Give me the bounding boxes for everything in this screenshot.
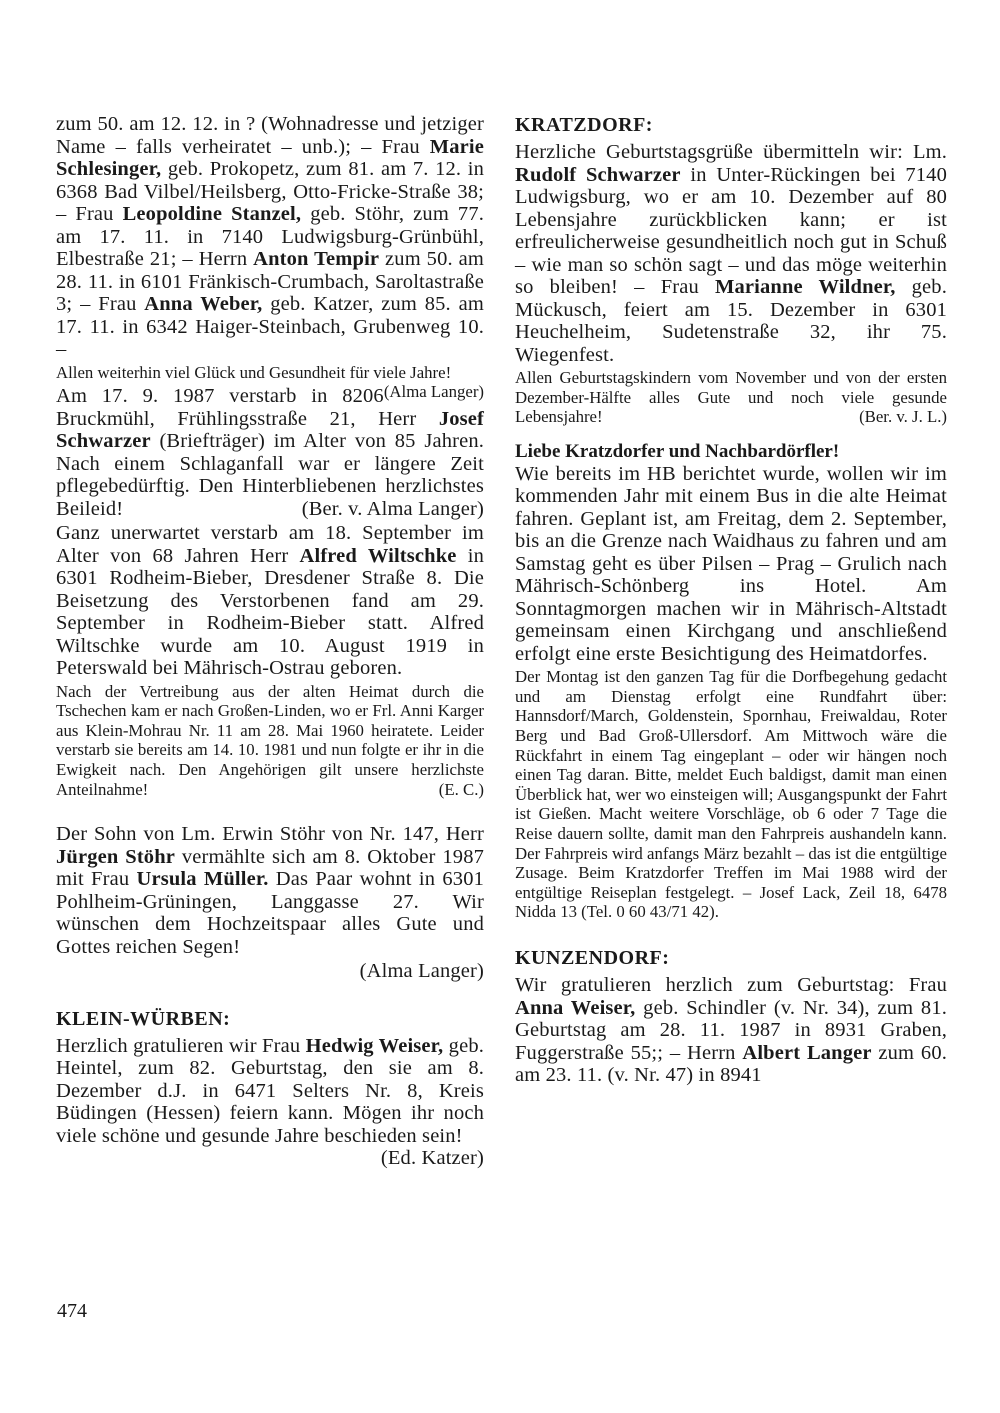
- text-segment: in 6301 Rodheim-Bieber, Dresdener Straße 8. Die Beisetzung des Verstorbenen fand am 29. September in Rodheim-Bieber statt. Alfred Wiltschke wurde am 10. August 1919 in Peterswald bei Mährisch-Ostrau geboren.: [56, 544, 484, 680]
- article-paragraph: [56, 823, 484, 958]
- person-name: Hedwig Weiser,: [305, 1034, 444, 1057]
- text-segment: Wir gratulieren herzlich zum Geburtstag: Frau: [515, 974, 947, 996]
- page-number: 474: [57, 1300, 87, 1322]
- article-paragraph: [56, 522, 484, 680]
- article-paragraph: [515, 974, 947, 1087]
- author-signature: (Ed. Katzer): [380, 1147, 484, 1170]
- text-segment: Der Montag ist den ganzen Tag für die Dorfbegehung gedacht und am Dienstag erfolgt eine Rundfahrt über: Hannsdorf/March, Goldenstein, Spornhau, Freiwaldau, Roter Berg und Bad Groß-Ullersdorf. Am Mittwoch wäre die Rückfahrt in einem Tag eingeplant – oder wir hängen noch einen Tag daran. Bitte, meldet Euch baldigst, damit man einen Überblick hat, wer wo einsteigen will; Ausgangspunkt der Fahrt ist Gießen. Macht weitere Vorschläge, ob 6 oder 7 Tage die Reise dauern sollte, damit man den Fahrpreis aushandeln kann. Der Fahrpreis wird anfangs März bezahlt – das ist die entgültige Zusage. Beim Kratzdorfer Treffen im Mai 1988 wird der entgültige Reiseplan festgelegt. – Josef Lack, Zeil 18, 6478 Nidda 13 (Tel. 0 60 43/71 42).: [515, 667, 947, 922]
- article-paragraph: [515, 141, 947, 366]
- person-name: Marie Schlesinger,: [56, 135, 484, 180]
- article-paragraph: [56, 362, 484, 402]
- text-segment: zum 50. am 12. 12. in ? (Wohnadresse und jetziger Name – falls verheiratet – unb.); – Frau: [56, 113, 484, 158]
- article-paragraph: [56, 1034, 484, 1170]
- article-paragraph: [56, 385, 484, 520]
- text-segment: Allen weiterhin viel Glück und Gesundheit für viele Jahre!: [56, 362, 452, 382]
- text-segment: geb. Mückusch, feiert am 15. Dezember in 6301 Heuchelheim, Sudetenstraße 32, ihr 75. Wiegenfest.: [515, 276, 947, 366]
- text-segment: KRATZDORF:: [515, 114, 653, 136]
- text-segment: KUNZENDORF:: [515, 947, 670, 969]
- person-name: Rudolf Schwarzer: [515, 163, 681, 186]
- text-segment: (Briefträger) im Alter von 85 Jahren. Nach einem Schlaganfall war er längere Zeit pflegebedürftig. Den Hinterbliebenen herzlichstes Beileid!: [56, 430, 484, 520]
- text-segment: zum 60. am 23. 11. (v. Nr. 47) in 8941: [515, 1041, 948, 1086]
- text-segment: Wie bereits im HB berichtet wurde, wollen wir im kommenden Jahr mit einem Bus in die alte Heimat fahren. Geplant ist, am Freitag, dem 2. September, bis an die Grenze nach Waidhaus zu fahren und am Samstag geht es über Pilsen – Prag – Grulich nach Mährisch-Schönberg ins Hotel. Am Sonntagmorgen machen wir in Mährisch-Altstadt gemeinsam einen Kirchgang und anschließend erfolgt eine erste Besichtigung des Heimatdorfes.: [515, 462, 947, 665]
- person-name: Josef Schwarzer: [56, 407, 484, 453]
- person-name: Alfred Wiltschke: [299, 544, 457, 567]
- person-name: Jürgen Stöhr: [56, 845, 175, 868]
- person-name: Ursula Müller.: [136, 868, 269, 891]
- text-segment: zum 50. am 28. 11. in 6101 Fränkisch-Crumbach, Saroltastraße 3; – Frau: [56, 248, 484, 315]
- text-segment: geb. Stöhr, zum 77. am 17. 11. in 7140 Ludwigsburg-Grünbühl, Elbestraße 21; – Herrn: [56, 203, 484, 270]
- subheading: [515, 441, 947, 463]
- author-signature: (Alma Langer): [359, 960, 484, 983]
- person-name: Anton Tempir: [253, 248, 380, 270]
- section-heading: [515, 113, 947, 137]
- text-segment: in Unter-Rückingen bei 7140 Ludwigsburg, wo er am 10. Dezember auf 80 Lebensjahre zurückblicken kann; er ist erfreulicherweise gesundheitlich noch gut in Schuß – wie man so schön sagt – und das möge weiterhin so bleiben! – Frau: [515, 163, 947, 298]
- text-segment: Der Sohn von Lm. Erwin Stöhr von Nr. 147, Herr: [56, 823, 484, 846]
- article-paragraph: [515, 667, 947, 922]
- article-paragraph: [515, 463, 947, 666]
- text-segment: geb. Heintel, zum 82. Geburtstag, den sie am 8. Dezember d.J. in 6471 Selters Nr. 8, Kreis Büdingen (Hessen) feiern kann. Mögen ihr noch viele schöne und gesunde Jahre beschieden sein!: [56, 1034, 484, 1147]
- article-paragraph: [515, 368, 947, 427]
- text-segment: Das Paar wohnt in 6301 Pohlheim-Grüningen, Langgasse 27. Wir wünschen dem Hochzeitspaar alles Gute und Gottes reichen Segen!: [56, 868, 485, 958]
- text-segment: Ganz unerwartet verstarb am 18. September im Alter von 68 Jahren Herr: [56, 522, 484, 567]
- text-segment: vermählte sich am 8. Oktober 1987 mit Frau: [56, 845, 484, 891]
- person-name: Albert Langer: [742, 1041, 872, 1064]
- person-name: Anna Weber,: [144, 293, 263, 315]
- article-paragraph: [56, 113, 484, 361]
- text-segment: geb. Katzer, zum 85. am 17. 11. in 6342 Haiger-Steinbach, Grubenweg 10. –: [56, 293, 484, 360]
- text-segment: Nach der Vertreibung aus der alten Heimat durch die Tschechen kam er nach Großen-Linden, wo er Frl. Anni Karger aus Klein-Mohrau Nr. 11 am 28. Mai 1960 heiratete. Leider verstarb sie bereits am 14. 10. 1981 und nun folgte er ihr in die Ewigkeit nach. Den Angehörigen gilt unsere herzlichste Anteilnahme!: [56, 681, 484, 799]
- section-heading: [56, 1007, 484, 1031]
- right-column: [515, 113, 947, 1089]
- text-segment: Herzlich gratulieren wir Frau: [56, 1034, 306, 1057]
- text-segment: Liebe Kratzdorfer und Nachbardörfler!: [515, 440, 840, 462]
- author-signature: (E. C.): [438, 779, 484, 799]
- left-column: [56, 113, 484, 1170]
- text-segment: Herzliche Geburtstagsgrüße übermitteln wir: Lm.: [515, 141, 947, 163]
- person-name: Anna Weiser,: [515, 996, 636, 1019]
- section-heading: [515, 946, 947, 970]
- person-name: Leopoldine Stanzel,: [122, 203, 302, 225]
- article-paragraph: [56, 682, 484, 800]
- person-name: Marianne Wildner,: [715, 276, 896, 298]
- text-segment: Am 17. 9. 1987 verstarb in 8206 Bruckmühl, Frühlingsstraße 21, Herr: [56, 385, 439, 430]
- text-segment: geb. Prokopetz, zum 81. am 7. 12. in 6368 Bad Vilbel/Heilsberg, Otto-Fricke-Straße 38; – Frau: [56, 158, 484, 225]
- text-segment: Allen Geburtstagskindern vom November und von der ersten Dezember-Hälfte alles Gute und noch viele gesunde Lebensjahre!: [515, 368, 947, 427]
- author-signature: (Alma Langer): [383, 382, 484, 402]
- author-signature: (Ber. v. Alma Langer): [301, 497, 484, 520]
- text-segment: geb. Schindler (v. Nr. 34), zum 81. Geburtstag am 28. 11. 1987 in 8931 Graben, Fuggerstraße 55;; – Herrn: [515, 996, 948, 1064]
- text-segment: KLEIN-WÜRBEN:: [56, 1007, 231, 1030]
- author-signature: (Ber. v. J. L.): [859, 407, 947, 427]
